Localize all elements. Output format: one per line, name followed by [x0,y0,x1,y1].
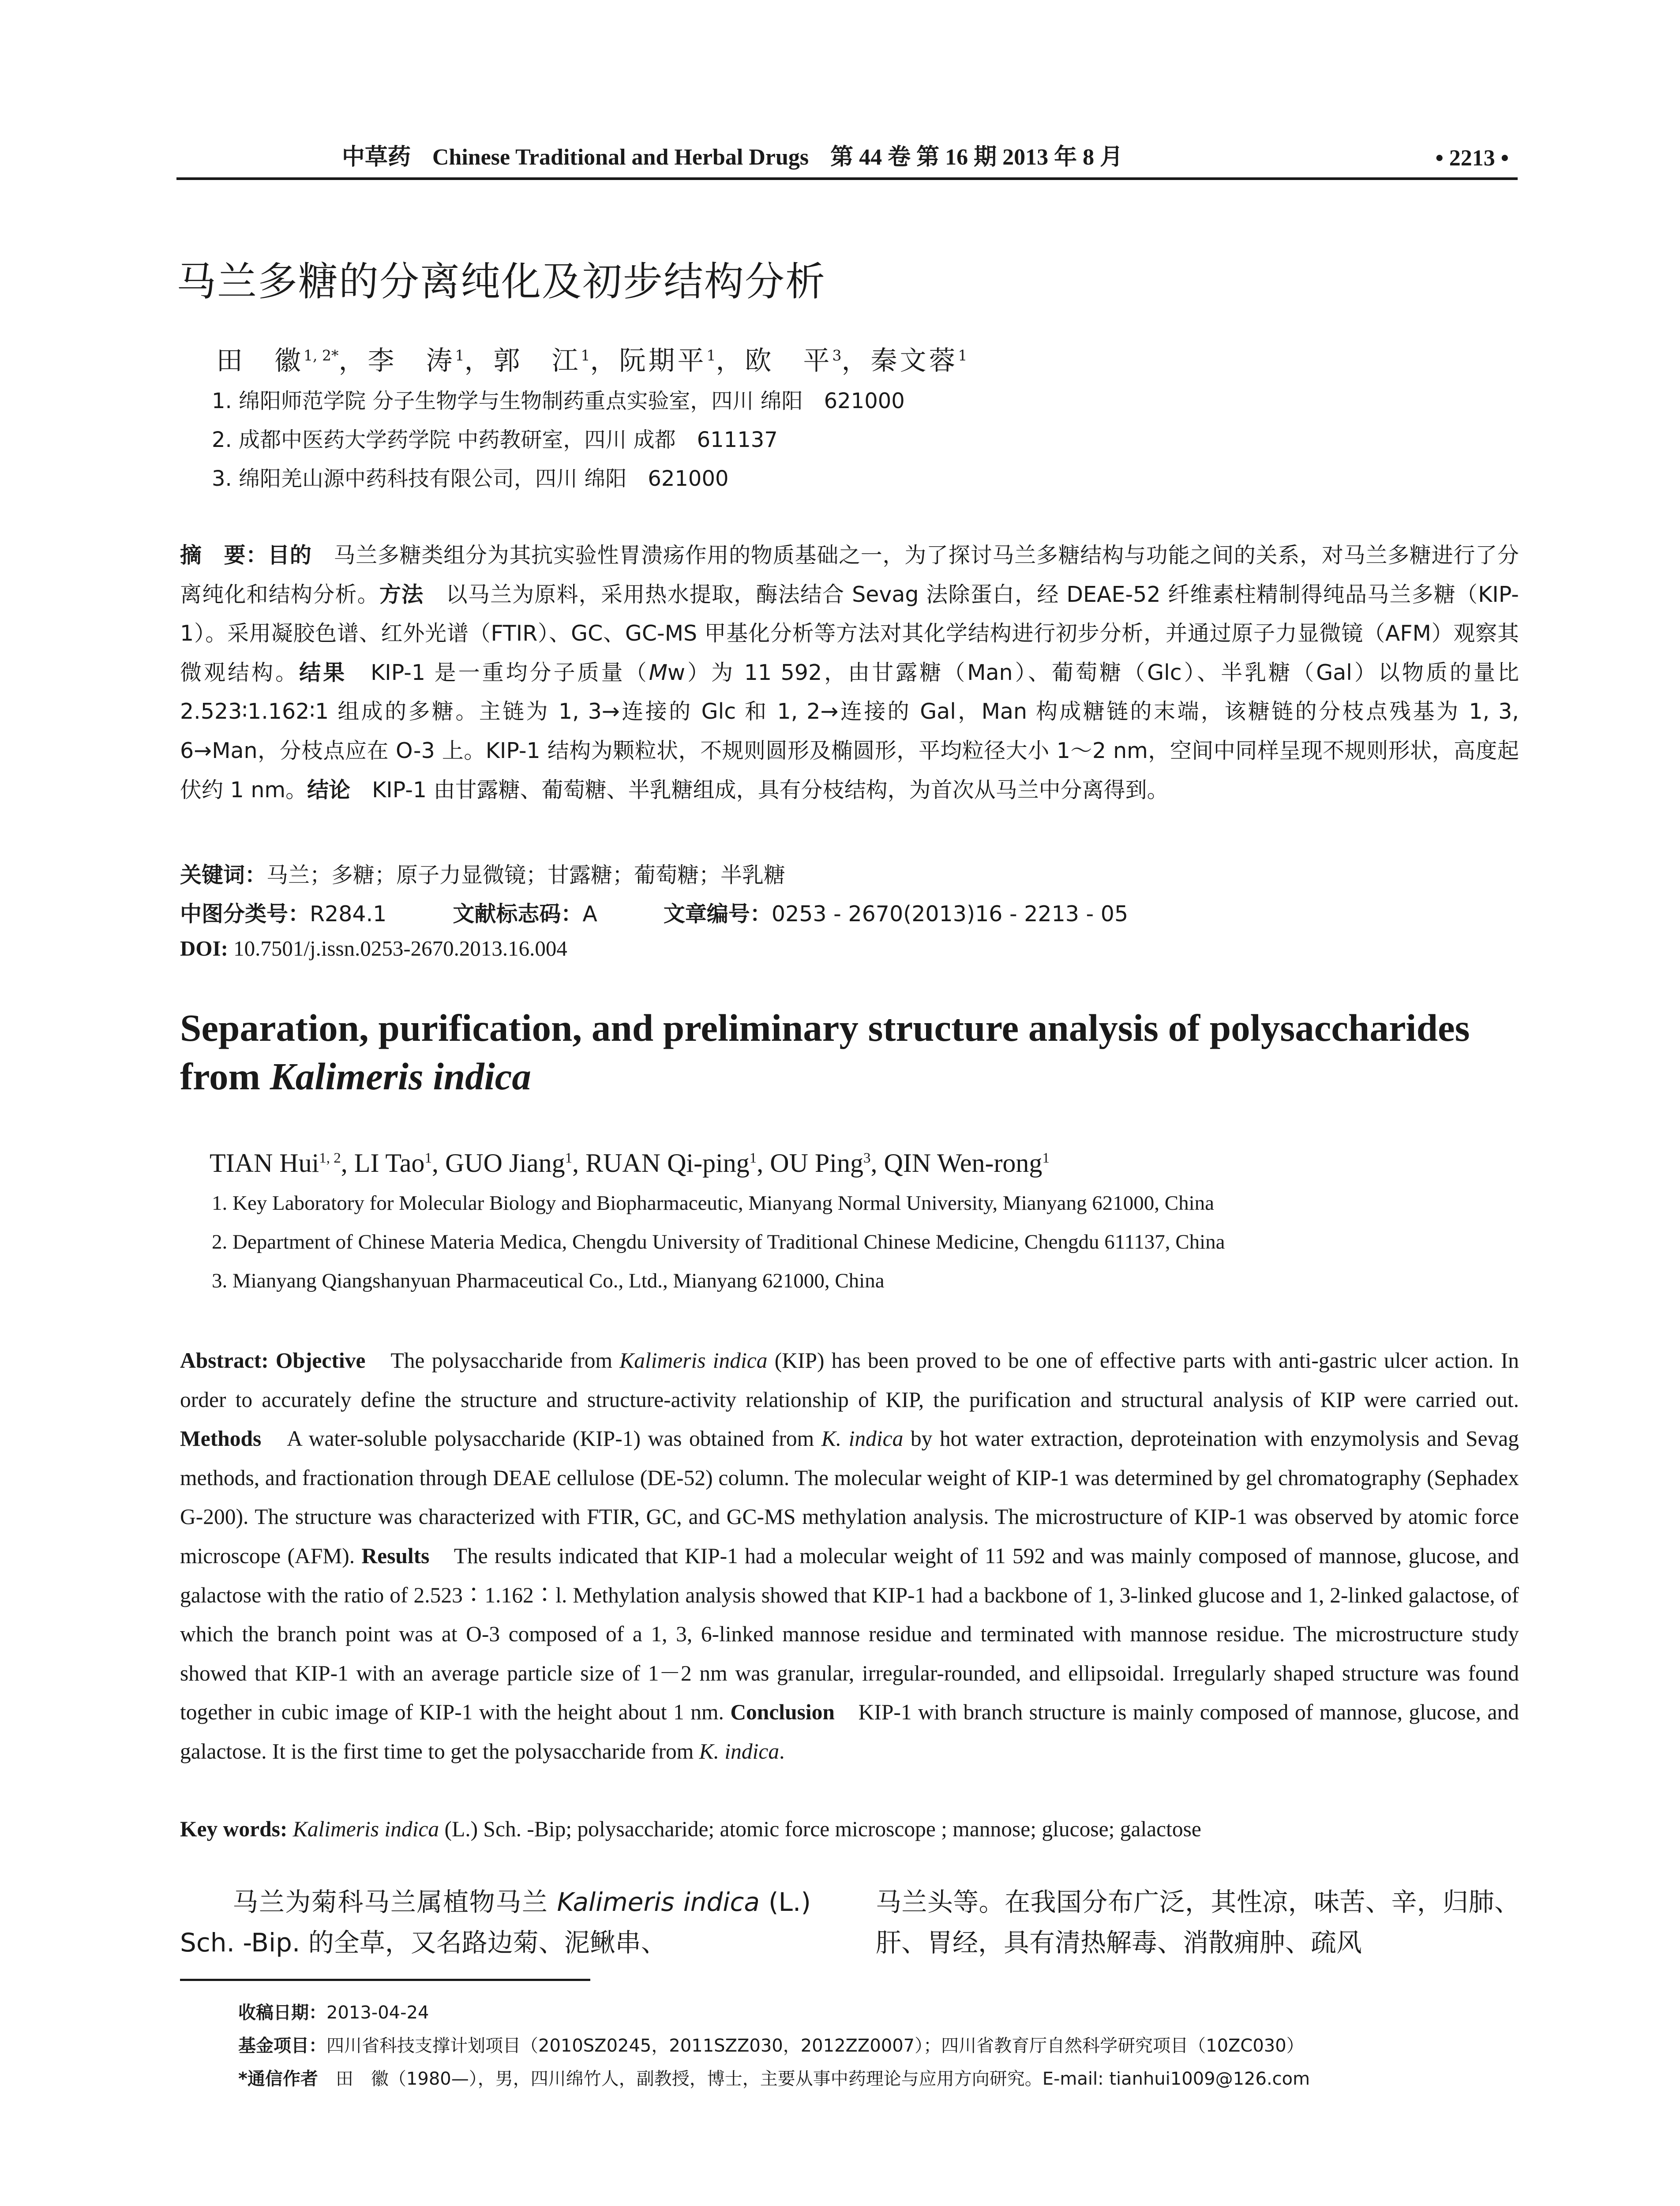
cn-title: 马兰多糖的分离纯化及初步结构分析 [176,259,826,305]
clc-value: R284.1 [310,901,387,927]
footnote-divider [180,1979,590,1981]
doi-label: DOI: [180,936,228,960]
clc-label: 中图分类号： [180,901,310,927]
cn-affiliation-1: 1. 绵阳师范学院 分子生物学与生物制药重点实验室，四川 绵阳 621000 [212,389,905,413]
cn-keywords [180,858,785,889]
page-number: • 2213 • [1435,146,1509,171]
body-column-right: 马兰头等。在我国分布广泛，其性凉，味苦、辛，归肺、肝、胃经，具有清热解毒、消散痈肿、疏风 [876,1887,1520,1958]
en-affiliation-2: 2. Department of Chinese Materia Medica, Chengdu University of Traditional Chinese Medicine, Chengdu 611137, China [212,1231,1225,1253]
footnote-received-date: 收稿日期：2013-04-24 [238,2003,429,2023]
journal-name-en: Chinese Traditional and Herbal Drugs [432,145,809,170]
en-authors: TIAN Hui$^{1, 2}$, LI Tao$^1$, GUO Jiang$^1$, RUAN Qi-ping$^1$, OU Ping$^3$, QIN Wen-rong$^1$ [210,1148,1050,1178]
cn-affiliation-2: 2. 成都中医药大学药学院 中药教研室，四川 成都 611137 [212,428,778,452]
cn-authors: 田 徽$^{1, 2*}$，李 涛$^1$，郭 江$^1$，阮期平$^1$，欧 平$^3$，秦文蓉$^1$ [216,345,968,376]
en-keywords: Key words: Kalimeris indica (L.) Sch. -Bip; polysaccharide; atomic force microscope ; mannose; glucose; galactose [180,1817,1201,1841]
issue-info: 第 44 卷 第 16 期 2013 年 8 月 [830,145,1123,170]
en-affiliation-3: 3. Mianyang Qiangshanyuan Pharmaceutical Co., Ltd., Mianyang 621000, China [212,1269,885,1292]
running-header [176,142,1518,180]
body-column-left: 马兰为菊科马兰属植物马兰 Kalimeris indica (L.) Sch. -Bip. 的全草，又名路边菊、泥鳅串、 [180,1887,811,1958]
cn-affiliation-3: 3. 绵阳羌山源中药科技有限公司，四川 绵阳 621000 [212,466,729,491]
en-title: Separation, purification, and preliminary structure analysis of polysaccharides from Kalimeris indica [180,1006,1470,1098]
cn-keywords-value: 马兰；多糖；原子力显微镜；甘露糖；葡萄糖；半乳糖 [266,863,786,888]
doccode-value: A [582,901,597,927]
footnote-funding: 基金项目：四川省科技支撑计划项目（2010SZ0245，2011SZZ030，2012ZZ0007）；四川省教育厅自然科学研究项目（10ZC030） [238,2036,1304,2056]
articleno-value: 0253 - 2670(2013)16 - 2213 - 05 [771,901,1129,927]
footnote-corresponding-author: *通信作者 田 徽（1980—），男，四川绵竹人，副教授，博士，主要从事中药理论与应用方向研究。E-mail: tianhui1009@126.com [238,2069,1310,2089]
doi-line [180,936,567,961]
cn-keywords-label: 关键词： [180,863,267,888]
doi-link[interactable]: 10.7501/j.issn.0253-2670.2013.16.004 [228,936,567,960]
articleno-label: 文章编号： [663,901,772,927]
doccode-label: 文献标志码： [453,901,583,927]
cn-classification-line [180,897,1128,928]
en-abstract: Abstract: Objective The polysaccharide from Kalimeris indica (KIP) has been proved to be one of effective parts with anti-gastric ulcer action. In order to accurately define the structure and structure-activity relationship of KIP, the purification and structural analysis of KIP were carried out. Methods A water-soluble polysaccharide (KIP-1) was obtained from K. indica by hot water extraction, deproteination with enzymolysis and Sevag methods, and fractionation through DEAE cellulose (DE-52) column. The molecular weight of KIP-1 was determined by gel chromatography (Sephadex G-200). The structure was characterized with FTIR, GC, and GC-MS methylation analysis. The microstructure of KIP-1 was observed by atomic force microscope (AFM). Results The results indicated that KIP-1 had a molecular weight of 11 592 and was mainly composed of mannose, glucose, and galactose with the ratio of 2.523∶1.162∶l. Methylation analysis showed that KIP-1 had a backbone of 1, 3-linked glucose and 1, 2-linked galactose, of which the branch point was at O-3 composed of a 1, 3, 6-linked mannose residue and terminated with mannose residue. The microstructure study showed that KIP-1 with an average particle size of 1－2 nm was granular, irregular-rounded, and ellipsoidal. Irregularly shaped structure was found together in cubic image of KIP-1 with the height about 1 nm. Conclusion KIP-1 with branch structure is mainly composed of mannose, glucose, and galactose. It is the first time to get the polysaccharide from K. indica. [180,1348,1519,1763]
journal-name-cn: 中草药 [341,145,411,170]
en-affiliation-1: 1. Key Laboratory for Molecular Biology and Biopharmaceutic, Mianyang Normal University, Mianyang 621000, China [212,1192,1214,1215]
header-journal [176,138,1288,171]
cn-abstract: 摘 要：目的 马兰多糖类组分为其抗实验性胃溃疡作用的物质基础之一，为了探讨马兰多糖结构与功能之间的关系，对马兰多糖进行了分离纯化和结构分析。方法 以马兰为原料，采用热水提取，酶法结合 Sevag 法除蛋白，经 DEAE-52 纤维素柱精制得纯品马兰多糖（KIP-1）。采用凝胶色谱、红外光谱（FTIR）、GC、GC-MS 甲基化分析等方法对其化学结构进行初步分析，并通过原子力显微镜（AFM）观察其微观结构。结果 KIP-1 是一重均分子质量（Mw）为 11 592，由甘露糖（Man）、葡萄糖（Glc）、半乳糖（Gal）以物质的量比 2.523∶1.162∶1 组成的多糖。主链为 1, 3→连接的 Glc 和 1, 2→连接的 Gal，Man 构成糖链的末端，该糖链的分枝点残基为 1, 3, 6→Man，分枝点应在 O-3 上。KIP-1 结构为颗粒状，不规则圆形及椭圆形，平均粒径大小 1～2 nm，空间中同样呈现不规则形状，高度起伏约 1 nm。结论 KIP-1 由甘露糖、葡萄糖、半乳糖组成，具有分枝结构，为首次从马兰中分离得到。 [180,543,1519,803]
